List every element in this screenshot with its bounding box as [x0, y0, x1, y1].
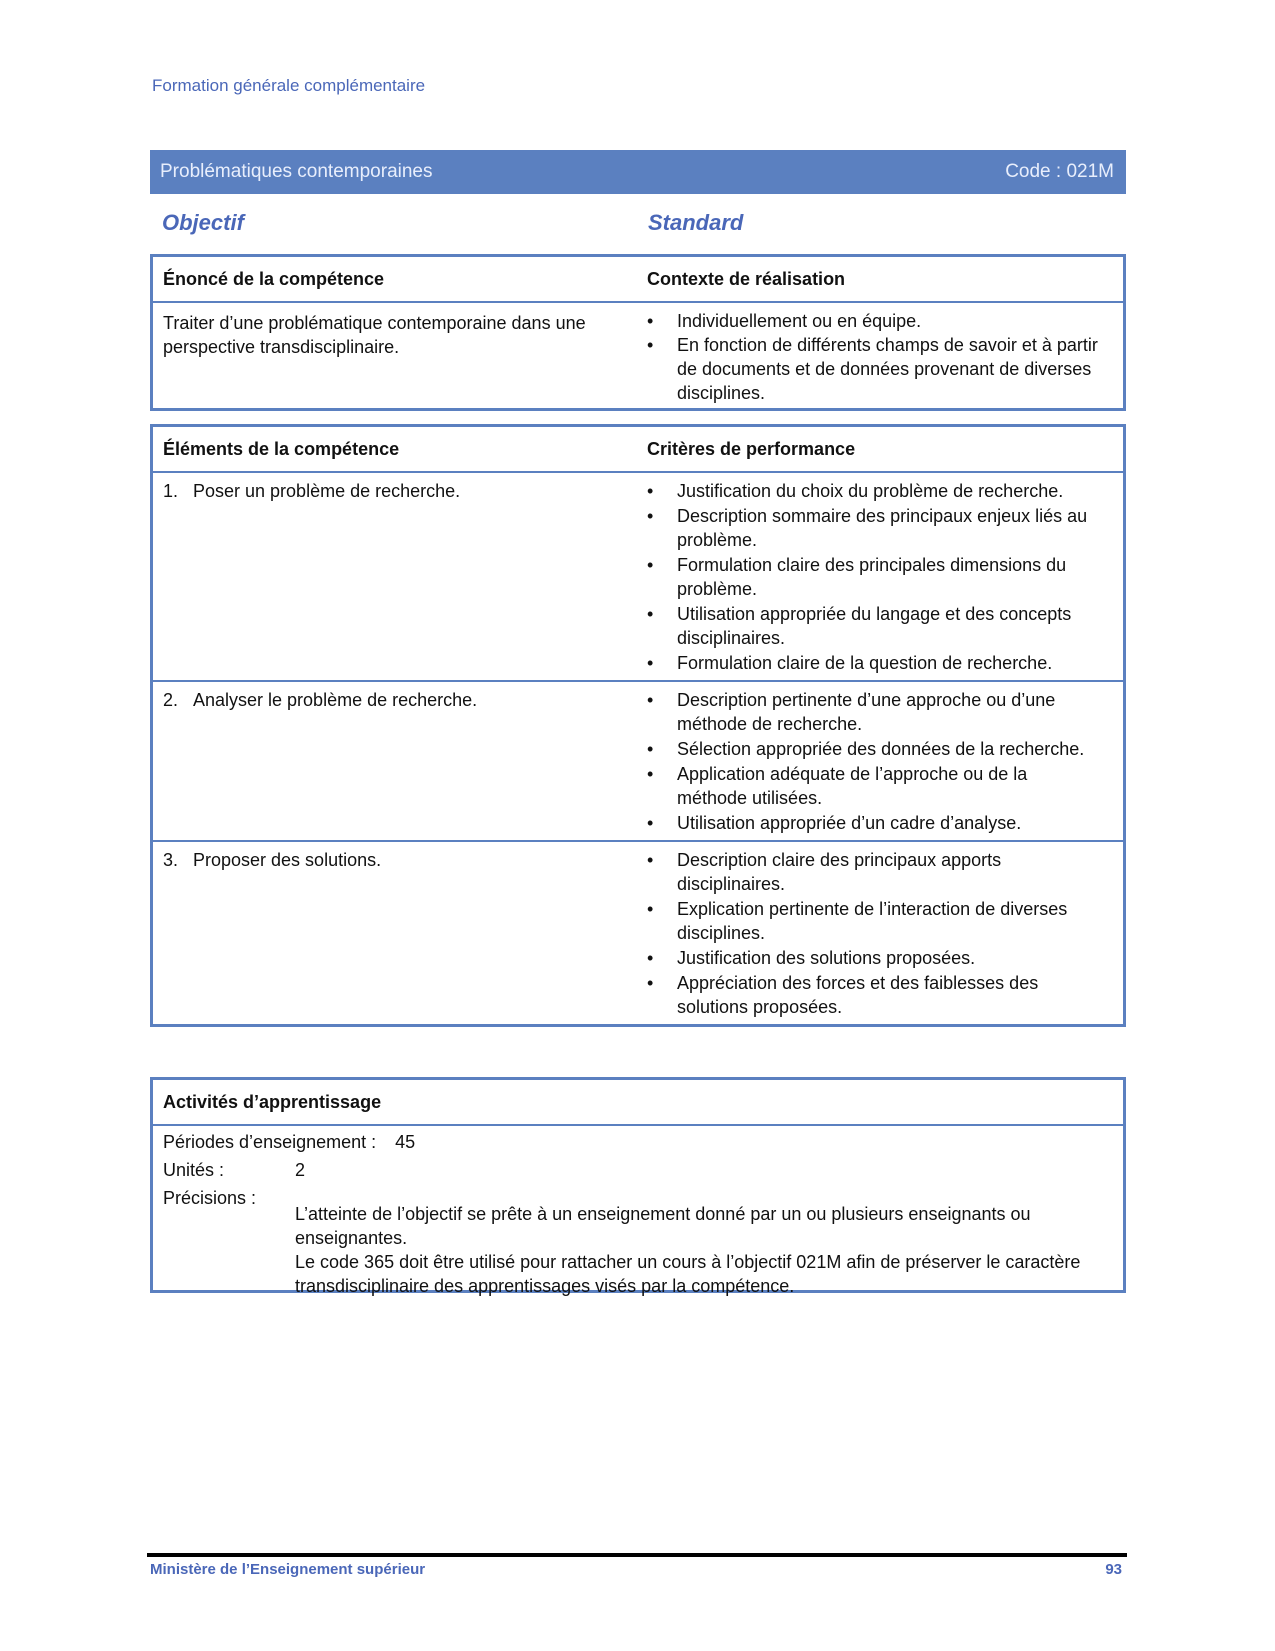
- enonce-heading: Énoncé de la compétence: [163, 269, 385, 289]
- element-row-2: [153, 680, 1123, 840]
- criterion-item: • Appréciation des forces et des faiblesses des solutions proposées.: [647, 971, 1097, 1019]
- title-bar: [150, 150, 1126, 194]
- elements-heading: Éléments de la compétence: [163, 439, 400, 459]
- criterion-item: • Explication pertinente de l’interaction de diverses disciplines.: [647, 897, 1097, 945]
- precisions-label: Précisions :: [163, 1188, 257, 1208]
- elements-box: [150, 424, 1126, 1027]
- activities-box-body: [153, 1126, 1123, 1296]
- element-number: 2.: [163, 690, 179, 710]
- criterion-item: • Utilisation appropriée du langage et des concepts disciplinaires.: [647, 602, 1097, 650]
- precision-paragraph: Le code 365 doit être utilisé pour rattacher un cours à l’objectif 021M afin de préserver le caractère transdisciplinaire des apprentissages visés par la compétence.: [295, 1252, 1081, 1296]
- units-label: Unités :: [163, 1160, 225, 1180]
- element-label: Proposer des solutions.: [193, 850, 382, 870]
- objectif-label: Objectif: [162, 210, 244, 235]
- criterion-item: • Description pertinente d’une approche ou d’une méthode de recherche.: [647, 688, 1097, 736]
- precisions-text: [295, 1202, 1115, 1298]
- element-title: [163, 481, 633, 502]
- criterion-item: • Sélection appropriée des données de la recherche.: [647, 737, 1097, 761]
- criterion-item: • Formulation claire des principales dimensions du problème.: [647, 553, 1097, 601]
- context-item: • En fonction de différents champs de savoir et à partir de documents et de données provenant de diverses disciplines.: [647, 333, 1107, 405]
- activities-heading: Activités d’apprentissage: [163, 1092, 382, 1112]
- criteria-list: [647, 842, 1097, 1024]
- criterion-item: • Formulation claire de la question de recherche.: [647, 651, 1097, 675]
- periods-line: [163, 1132, 415, 1153]
- footer-rule: [147, 1553, 1127, 1557]
- periods-label: Périodes d’enseignement :: [163, 1132, 377, 1152]
- page-number: 93: [1105, 1561, 1122, 1578]
- element-label: Analyser le problème de recherche.: [193, 690, 478, 710]
- competence-statement: Traiter d’une problématique contemporaine dans une perspective transdisciplinaire.: [163, 313, 586, 357]
- elements-box-header: [153, 427, 1123, 473]
- contexte-heading: Contexte de réalisation: [647, 269, 846, 289]
- enonce-box-body: [153, 303, 1123, 408]
- criterion-item: • Justification du choix du problème de recherche.: [647, 479, 1097, 503]
- units-line: [163, 1160, 305, 1181]
- units-value: 2: [295, 1160, 306, 1180]
- element-title: [163, 690, 633, 711]
- criteria-list: [647, 473, 1097, 680]
- element-row-3: [153, 840, 1123, 1024]
- activities-box-header: [153, 1080, 1123, 1126]
- element-row-1: [153, 473, 1123, 680]
- criterion-item: • Justification des solutions proposées.: [647, 946, 1097, 970]
- precision-paragraph: L’atteinte de l’objectif se prête à un enseignement donné par un ou plusieurs enseignants ou enseignantes.: [295, 1204, 1031, 1248]
- context-item: • Individuellement ou en équipe.: [647, 309, 1107, 333]
- criteria-heading: Critères de performance: [647, 439, 856, 459]
- element-number: 3.: [163, 850, 179, 870]
- activities-box: [150, 1077, 1126, 1296]
- footer-ministry: Ministère de l’Enseignement supérieur: [150, 1561, 426, 1578]
- periods-value: 45: [395, 1132, 416, 1152]
- element-number: 1.: [163, 481, 179, 501]
- element-title: [163, 850, 633, 871]
- element-label: Poser un problème de recherche.: [193, 481, 461, 501]
- criterion-item: • Description claire des principaux apports disciplinaires.: [647, 848, 1097, 896]
- running-header: Formation générale complémentaire: [152, 76, 426, 95]
- criterion-item: • Description sommaire des principaux enjeux liés au problème.: [647, 504, 1097, 552]
- context-list: [647, 309, 1107, 405]
- criterion-item: • Utilisation appropriée d’un cadre d’analyse.: [647, 811, 1097, 835]
- standard-label: Standard: [648, 210, 744, 235]
- course-title: Problématiques contemporaines: [160, 161, 433, 182]
- course-code: Code : 021M: [1005, 161, 1114, 182]
- enonce-box: [150, 254, 1126, 411]
- criterion-item: • Application adéquate de l’approche ou de la méthode utilisées.: [647, 762, 1097, 810]
- criteria-list: [647, 682, 1097, 840]
- footer: [150, 1561, 1122, 1578]
- elements-rows: [153, 473, 1123, 1024]
- enonce-box-header: [153, 257, 1123, 303]
